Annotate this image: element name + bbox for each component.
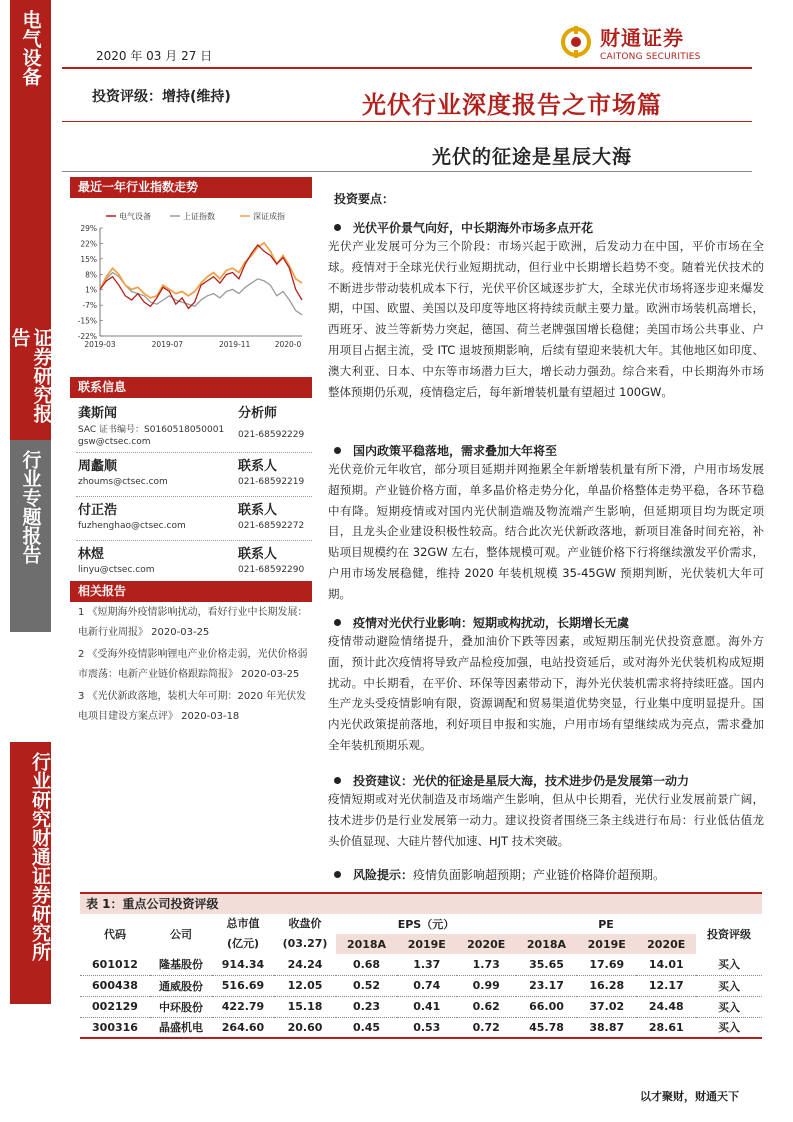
related-reports (78, 603, 312, 729)
legend-label: 电气设备 (119, 212, 151, 221)
logo-name-cn: 财通证券 (600, 26, 684, 50)
bullet-title-5 (334, 866, 665, 883)
table-cell: 20.60 (287, 1020, 323, 1034)
bullet-title-text: 国内政策平稳落地，需求叠加大年将至 (353, 444, 558, 458)
report-title: 光伏行业深度报告之市场篇 (362, 91, 662, 119)
contact-phone: 021-68592290 (238, 565, 305, 575)
table-row (80, 975, 762, 996)
contacts-list (76, 400, 312, 585)
side-label-institute (10, 742, 51, 1004)
contact-email[interactable]: zhoums@ctsec.com (78, 477, 168, 487)
table-cell: 0.53 (413, 1020, 441, 1034)
x-tick-label: 2020-0 (274, 340, 302, 349)
table-cell: 914.34 (221, 957, 265, 971)
header-divider (62, 67, 752, 69)
table-cell: 35.65 (529, 957, 564, 971)
table-row (80, 996, 762, 1017)
contact-name: 林煜 (78, 547, 105, 562)
x-tick-label: 2019-03 (84, 340, 116, 349)
table-cell: 23.17 (529, 979, 564, 992)
table-cell: 422.79 (221, 1000, 265, 1013)
table-cell: 264.60 (221, 1020, 265, 1034)
col-header-company: 公司 (170, 928, 192, 941)
contacts-section-title: 联系信息 (70, 377, 312, 398)
contact-name: 周蠡顺 (78, 459, 118, 474)
bullet-title-text: 风险提示： (353, 868, 414, 882)
side-label-institute-b: 财通证券研究所 (29, 828, 51, 961)
footer-slogan: 以才聚财，财通天下 (640, 1090, 739, 1103)
col-header-year: 2019E (577, 934, 636, 954)
contact-phone: 021-68592272 (238, 521, 305, 531)
table-cell: 0.74 (413, 979, 441, 992)
key-points-heading: 投资要点： (334, 192, 395, 206)
col-header-year: 2018A (336, 934, 397, 954)
table-cell: 0.68 (352, 957, 381, 971)
bullet-paragraph-3: 疫情带动避险情绪提升，叠加油价下跌等因素，或短期压制光伏投资意愿。海外方面，预计此次疫情将导致产品检疫加强，电站投资延后，或对海外光伏装机构成短期扰动。中长期看，在平价、环保等因素带动下，海外光伏装机需求将持续旺盛。国内生产龙头受疫情影响有限，资源调配和贸易渠道优势突显，行业集中度明显提升。国内光伏政策提前落地，利好项目申报和实施，户用市场有望继续成为亮点，需求叠加全年装机预期乐观。 (328, 634, 764, 752)
bullet-paragraph-4: 疫情短期或对光伏制造及市场端产生影响，但从中长期看，光伏行业发展前景广阔，技术进步仍是行业发展第一动力。建议投资者围绕三条主线进行布局：行业低估值龙头价值显现、大硅片替代加速、HJT 技术突破。 (328, 792, 764, 848)
risk-text: 疫情负面影响超预期；产业链价格降价超预期。 (413, 868, 666, 882)
table-cell: 12.17 (648, 979, 684, 992)
table-cell: 隆基股份 (159, 958, 203, 972)
title-divider (62, 121, 752, 122)
table-cell: 28.61 (648, 1020, 684, 1034)
reports-section-title: 相关报告 (70, 581, 312, 602)
table-cell: 15.18 (287, 1000, 323, 1013)
table-row (80, 1017, 762, 1038)
table-cell: 0.72 (472, 1020, 500, 1034)
y-tick-label: 1% (85, 285, 97, 295)
table-cell: 1.37 (413, 957, 441, 971)
bullet-dot-icon (334, 777, 341, 784)
table-row (80, 954, 762, 975)
table-cell: 0.62 (472, 1000, 500, 1013)
col-header-eps: EPS（元） (397, 918, 455, 931)
contact-name: 龚斯闻 (78, 406, 118, 421)
table-cell: 600438 (92, 979, 138, 992)
bullet-title-text: 疫情对光伏行业影响：短期或构扰动，长期增长无虞 (353, 616, 630, 630)
company-logo (558, 22, 701, 62)
contact-card (76, 497, 312, 541)
table-cell: 24.48 (648, 1000, 684, 1013)
table-cell: 0.45 (352, 1020, 381, 1034)
col-header-code: 代码 (104, 928, 126, 941)
bullet-dot-icon (334, 619, 341, 626)
table-cell: 通威股份 (159, 979, 203, 993)
bullet-title-4 (334, 772, 689, 789)
side-label-industry: 电气设备 (10, 0, 51, 318)
bullet-dot-icon (334, 447, 341, 454)
logo-emblem-icon (558, 26, 594, 58)
side-label-institute-a: 行业研究 (29, 752, 51, 828)
table-cell: 601012 (92, 957, 138, 971)
contact-role: 分析师 (238, 406, 278, 421)
legend-label: 深证成指 (253, 212, 285, 221)
table-cell: 买入 (718, 979, 740, 993)
bullet-dot-icon (334, 871, 341, 878)
bullet-paragraph-1: 光伏产业发展可分为三个阶段：市场兴起于欧洲，后发动力在中国，平价市场在全球。疫情对于全球光伏行业短期扰动，但行业中长期增长趋势不变。随着光伏技术的不断进步带动装机成本下行，光伏平价区域逐步扩大，全球光伏市场将逐步迎来爆发期，中国、欧盟、美国以及印度等地区将持续贡献主要力量。欧洲市场装机高增长，西班牙、波兰等新势力突起，德国、荷兰老牌强国增长稳健；美国市场公共事业、户用项目占据主流，受 ITC 退坡预期影响，后续有望迎来装机大年。其他地区如印度、澳大利亚、日本、中东等市场潜力巨大，增长动力强劲。综合来看，中长期海外市场整体预期仍乐观，疫情稳定后，每年新增装机量有望超过 100GW。 (328, 239, 764, 399)
col-header-price-2: (03.27) (282, 937, 328, 950)
col-header-mcap (212, 914, 274, 954)
bullet-paragraph-2: 光伏竞价元年收官，部分项目延期并网拖累全年新增装机量有所下滑，户用市场发展超预期。产业链价格方面，单多晶价格走势分化，单晶价格整体走势平稳，各环节稳中有降。短期疫情或对国内光伏制造端及物流端产生影响，但延期项目均为既定项目，且龙头企业建设积极性较高。结合此次光伏新政落地，新项目准备时间充裕，补贴项目规模约在 32GW 左右，整体规模可观。产业链价格下行将继续激发平价需求，户用市场发展稳健，维持 2020 年装机规模 35-45GW 预期判断，光伏装机大年可期。 (328, 462, 764, 601)
table-cell: 12.05 (287, 979, 323, 992)
table-cell: 300316 (92, 1020, 138, 1034)
y-tick-label: -22% (77, 332, 97, 341)
x-tick-label: 2019-07 (151, 340, 184, 349)
col-header-year: 2020E (457, 934, 516, 954)
table-cell: 66.00 (529, 1000, 564, 1013)
table-cell: 0.52 (352, 979, 381, 992)
table-cell: 14.01 (648, 957, 684, 971)
table-body (80, 954, 762, 1038)
related-report-item[interactable]: 2 《受海外疫情影响锂电产业价格走弱，光伏价格弱市震荡：电新产业链价格跟踪简报》 2020-03-25 (78, 649, 308, 680)
related-report-item[interactable]: 3 《光伏新政落地，装机大年可期：2020 年光伏发电项目建设方案点评》 2020-03-18 (78, 691, 307, 722)
table-cell: 38.87 (589, 1020, 625, 1034)
series-line-2 (100, 273, 302, 315)
subtitle-divider (62, 171, 752, 172)
bullet-dot-icon (334, 224, 341, 231)
contact-email[interactable]: linyu@ctsec.com (78, 565, 155, 575)
related-report-item[interactable]: 1 《短期海外疫情影响扰动，看好行业中长期发展：电新行业周报》 2020-03-25 (78, 607, 308, 638)
table-cell: 516.69 (221, 979, 265, 992)
contact-card (76, 400, 312, 453)
bullet-title-1 (334, 219, 593, 236)
report-subtitle: 光伏的征途是星辰大海 (432, 146, 633, 168)
col-header-price-1: 收盘价 (288, 917, 322, 930)
side-label-report-type: 行业专题报告 (10, 440, 51, 632)
col-header-year: 2020E (636, 934, 696, 954)
y-tick-label: -7% (82, 301, 97, 311)
contact-role: 联系人 (238, 459, 278, 474)
col-header-year: 2018A (516, 934, 577, 954)
table-cell: 买入 (718, 1000, 740, 1014)
bullet-title-2 (334, 442, 557, 459)
y-tick-label: 8% (85, 270, 97, 280)
col-header-rating: 投资评级 (707, 928, 751, 941)
table-cell: 买入 (718, 958, 740, 972)
contact-role: 联系人 (238, 547, 278, 562)
y-tick-label: -15% (77, 316, 97, 326)
table-cell: 买入 (718, 1021, 740, 1035)
col-header-mcap-2: (亿元) (226, 937, 260, 950)
report-date: 2020 年 03 月 27 日 (96, 49, 213, 63)
investment-rating: 投资评级：增持(维持) (92, 89, 231, 105)
contact-card (76, 541, 312, 585)
y-tick-label: 29% (80, 224, 97, 233)
table-cell: 17.69 (589, 957, 625, 971)
logo-name-en: CAITONG SECURITIES (600, 52, 701, 62)
col-header-year: 2019E (397, 934, 456, 954)
bullet-title-3 (334, 614, 629, 631)
table-cell: 24.24 (287, 957, 323, 971)
side-label-research: 证券研究报告 (10, 318, 51, 440)
contact-phone: 021-68592229 (238, 430, 305, 440)
table-cell: 晶盛机电 (159, 1021, 203, 1035)
contact-role: 联系人 (238, 503, 278, 518)
contact-email[interactable]: fuzhenghao@ctsec.com (78, 521, 186, 531)
bullet-title-text: 投资建议：光伏的征途是星辰大海，技术进步仍是发展第一动力 (353, 774, 690, 788)
col-header-price (274, 914, 336, 954)
table-cell: 0.23 (352, 1000, 381, 1013)
table-cell: 37.02 (589, 1000, 625, 1013)
contact-card (76, 453, 312, 497)
table-cell: 0.99 (472, 979, 500, 992)
y-tick-label: 22% (80, 239, 97, 249)
contact-name: 付正浩 (78, 503, 118, 518)
index-chart-svg (70, 198, 312, 358)
table-cell: 002129 (92, 1000, 138, 1013)
index-chart (70, 198, 312, 358)
table-cell: 16.28 (589, 979, 625, 992)
table-title: 表 1：重点公司投资评级 (80, 892, 762, 914)
contact-email[interactable]: gsw@ctsec.com (78, 437, 151, 447)
chart-section-title: 最近一年行业指数走势 (70, 177, 312, 198)
x-tick-label: 2019-11 (218, 340, 251, 349)
y-tick-label: 15% (80, 254, 97, 264)
legend-label: 上证指数 (183, 212, 215, 221)
bullet-title-text: 光伏平价景气向好，中长期海外市场多点开花 (353, 221, 594, 235)
table-cell: 中环股份 (159, 1000, 203, 1014)
table-cell: 1.73 (472, 957, 500, 971)
table-cell: 0.41 (413, 1000, 441, 1013)
ratings-table (80, 914, 762, 1039)
col-header-pe: PE (598, 917, 614, 931)
table-cell: 45.78 (529, 1020, 564, 1034)
contact-cert: SAC 证书编号：S0160518050001 (78, 425, 225, 435)
col-header-mcap-1: 总市值 (226, 917, 260, 930)
contact-phone: 021-68592219 (238, 477, 305, 487)
